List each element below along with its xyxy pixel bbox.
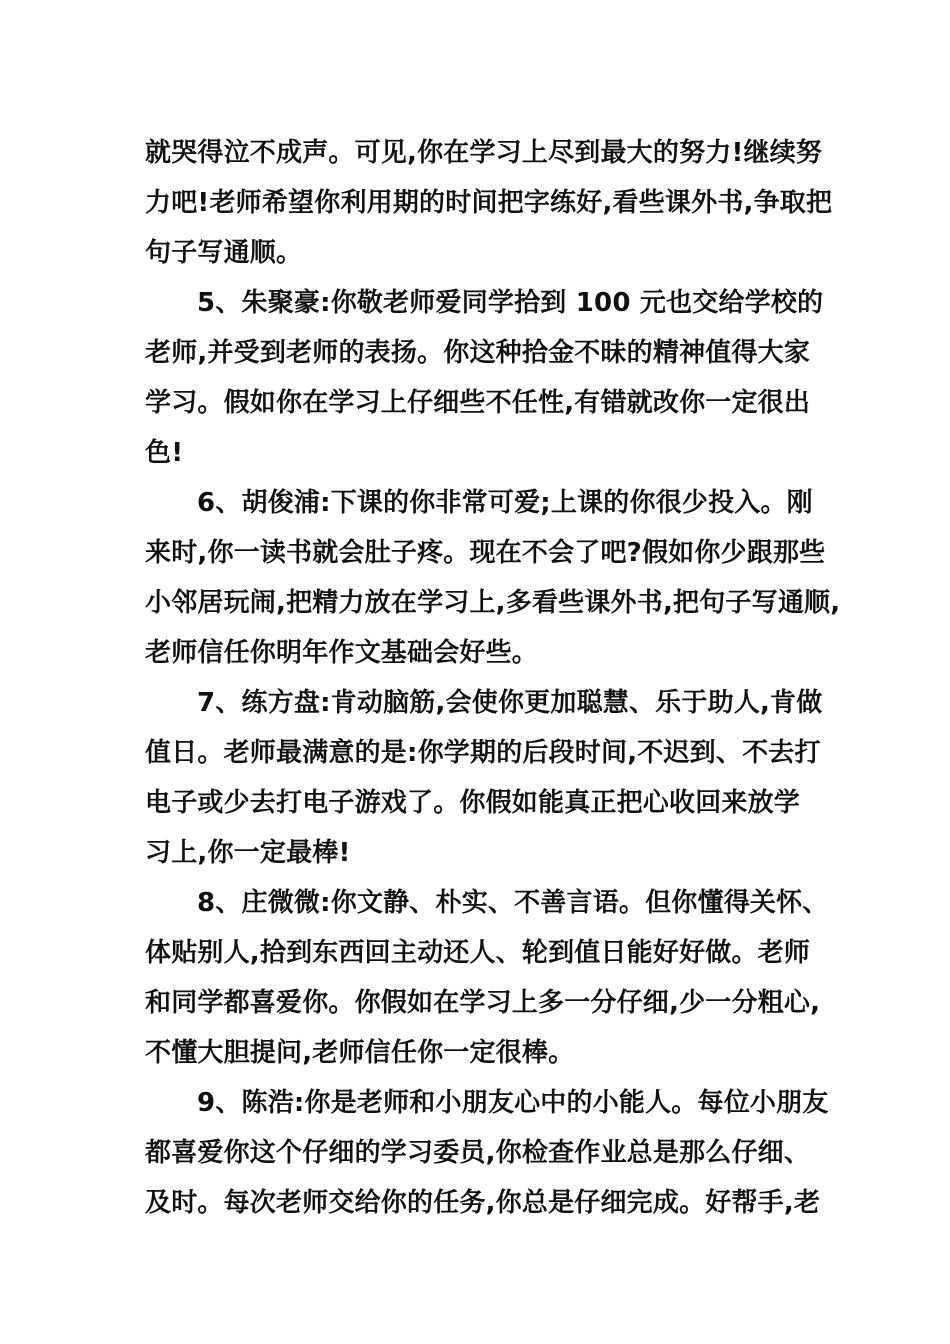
text-line: 来时,你一读书就会肚子疼。现在不会了吧?假如你少跟那些	[145, 538, 826, 568]
text-line: 力吧!老师希望你利用期的时间把字练好,看些课外书,争取把	[145, 188, 833, 218]
text-line: 学习。假如你在学习上仔细些不任性,有错就改你一定很出	[145, 388, 811, 418]
paragraph-start-line: 6、胡俊浦:下课的你非常可爱;上课的你很少投入。刚	[197, 488, 813, 518]
text-line: 和同学都喜爱你。你假如在学习上多一分仔细,少一分粗心,	[145, 988, 821, 1018]
text-line: 色!	[145, 438, 184, 468]
text-line: 老师,并受到老师的表扬。你这种拾金不昧的精神值得大家	[145, 338, 811, 368]
paragraph-start-line: 7、练方盘:肯动脑筋,会使你更加聪慧、乐于助人,肯做	[197, 688, 823, 718]
text-line: 值日。老师最满意的是:你学期的后段时间,不迟到、不去打	[145, 738, 821, 768]
text-line: 电子或少去打电子游戏了。你假如能真正把心收回来放学	[145, 788, 801, 818]
text-line: 就哭得泣不成声。可见,你在学习上尽到最大的努力!继续努	[145, 138, 823, 168]
text-line: 不懂大胆提问,老师信任你一定很棒。	[145, 1038, 575, 1068]
text-line: 老师信任你明年作文基础会好些。	[145, 638, 539, 668]
paragraph-start-line: 5、朱聚豪:你敬老师爱同学拾到 100 元也交给学校的	[197, 288, 824, 318]
document-body	[145, 128, 841, 1228]
text-line: 句子写通顺。	[145, 238, 303, 268]
text-line: 习上,你一定最棒!	[145, 838, 351, 868]
text-line: 体贴别人,拾到东西回主动还人、轮到值日能好好做。老师	[145, 938, 811, 968]
text-line: 及时。每次老师交给你的任务,你总是仔细完成。好帮手,老	[145, 1188, 821, 1218]
text-line: 小邻居玩闹,把精力放在学习上,多看些课外书,把句子写通顺,	[145, 588, 841, 618]
paragraph-start-line: 8、庄微微:你文静、朴实、不善言语。但你懂得关怀、	[197, 888, 829, 918]
paragraph-start-line: 9、陈浩:你是老师和小朋友心中的小能人。每位小朋友	[197, 1088, 829, 1118]
text-line: 都喜爱你这个仔细的学习委员,你检查作业总是那么仔细、	[145, 1138, 811, 1168]
